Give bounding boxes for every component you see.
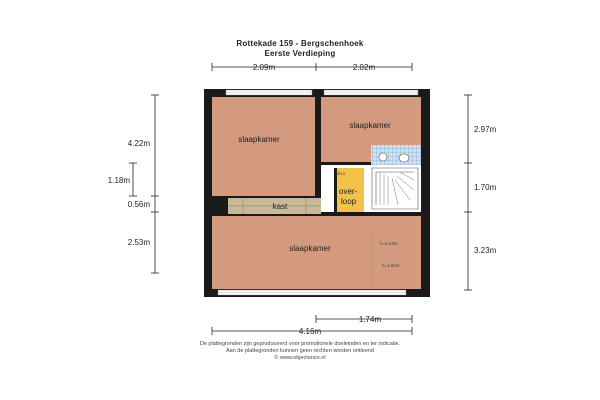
footer-disclaimer-1: De plattegronden zijn geproduceerd voor promotionele doeleinden en ter indicatie. <box>199 341 401 347</box>
dim-right-upper: 2.97m <box>474 125 497 134</box>
kast-label: kast <box>272 202 288 211</box>
floor-subtitle: Eerste Verdieping <box>264 49 336 58</box>
dim-bottom-total: 4.16m <box>298 327 322 336</box>
overloop-label-2: loop <box>341 197 357 206</box>
left-dimension-outer <box>128 95 159 273</box>
dim-bottom-right: 1.74m <box>358 315 382 324</box>
height-note-2: h=1.50m <box>382 263 400 268</box>
dim-right-mid: 1.70m <box>474 183 497 192</box>
label-slaapkamer-left: slaapkamer <box>238 135 280 144</box>
plan-title: Rottekade 159 - Bergschenhoek <box>236 39 364 48</box>
top-dimension <box>212 63 412 72</box>
height-note-1: h=2.44m <box>380 241 398 246</box>
overloop-label-1: over- <box>339 187 358 196</box>
dim-top-left: 2.09m <box>252 63 276 72</box>
right-dimension <box>464 95 497 290</box>
toilet-icon <box>379 153 387 161</box>
label-slaapkamer-bottom: slaapkamer <box>289 244 331 253</box>
footer-copyright: © www.objectenco.nl <box>274 355 326 361</box>
dim-left-lower: 2.53m <box>127 238 150 247</box>
vlizo-label: vlizo <box>336 171 346 176</box>
dim-top-right: 2.02m <box>352 63 376 72</box>
bottom-dimension <box>212 315 412 336</box>
dim-left-mid: 1.18m <box>107 176 130 185</box>
bathroom-tiles <box>371 145 421 165</box>
staircase <box>369 165 421 212</box>
dim-left-upper: 4.22m <box>127 139 150 148</box>
room-slaapkamer-left <box>212 97 315 196</box>
dim-left-small: 0.56m <box>127 200 150 209</box>
sink-icon <box>399 154 409 162</box>
left-dimension-inner <box>108 163 137 196</box>
label-slaapkamer-right: slaapkamer <box>349 121 391 130</box>
dim-right-lower: 3.23m <box>474 246 497 255</box>
footer-disclaimer-2: Aan de plattegronden kunnen geen rechten worden ontleend <box>225 348 374 354</box>
